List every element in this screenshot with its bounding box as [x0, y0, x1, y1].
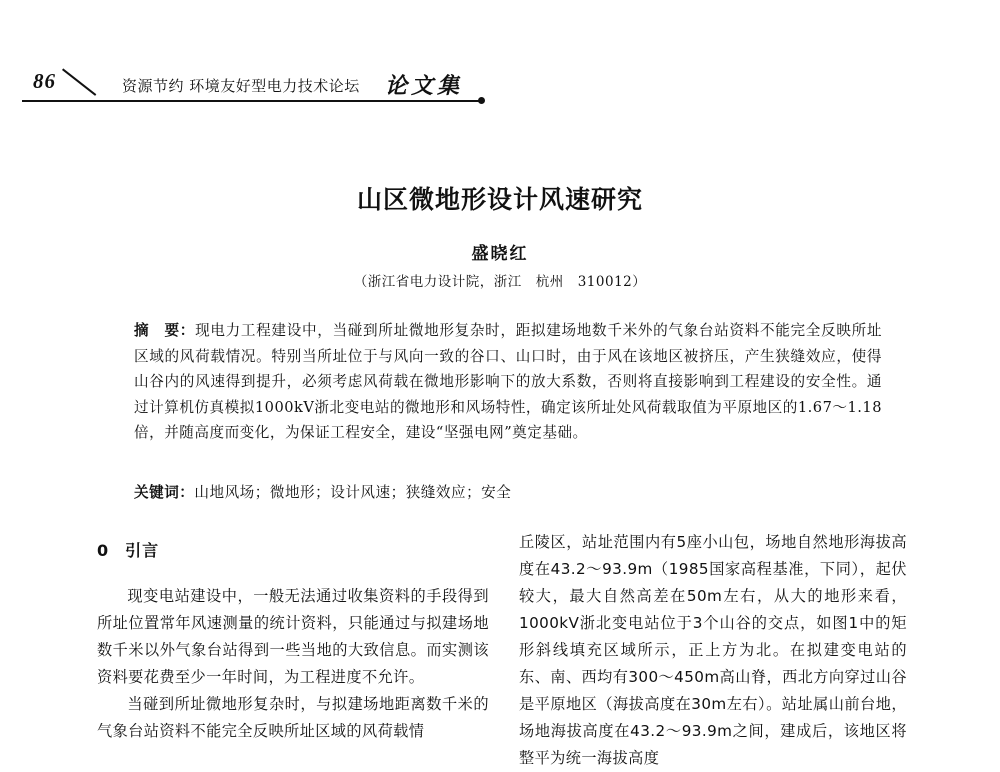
abstract-label: 摘 要： [134, 322, 196, 339]
abstract-text: 现电力工程建设中，当碰到所址微地形复杂时，距拟建场地数千米外的气象台站资料不能完全反映所址区域的风荷载情况。特别当所址位于与风向一致的谷口、山口时，由于风在该地区被挤压，产生狭缝效应，使得山谷内的风速得到提升，必须考虑风荷载在微地形影响下的放大系数，否则将直接影响到工程建设的安全性。通过计算机仿真模拟1000kV浙北变电站的微地形和风场特性，确定该所址处风荷载取值为平原地区的1.67～1.18倍，并随高度而变化，为保证工程安全，建设“坚强电网”奠定基础。 [134, 322, 882, 441]
body-right-column [519, 529, 907, 772]
section-heading [97, 538, 159, 561]
body-paragraph: 现变电站建设中，一般无法通过收集资料的手段得到所址位置常年风速测量的统计资料，只能通过与拟建场地数千米以外气象台站得到一些当地的大致信息。而实测该资料要花费至少一年时间，为工程进度不允许。 [97, 587, 489, 686]
paper-author: 盛晓红 [471, 244, 529, 264]
keywords-text: 山地风场；微地形；设计风速；狭缝效应；安全 [194, 484, 512, 501]
paper-title: 山区微地形设计风速研究 [356, 185, 643, 214]
header-rule [22, 100, 482, 102]
body-paragraph: 当碰到所址微地形复杂时，与拟建场地距离数千米的气象台站资料不能完全反映所址区域的风荷载情 [97, 695, 489, 740]
header-rule-endpoint [478, 97, 485, 104]
section-title: 引言 [125, 541, 160, 560]
header-slash-decoration [62, 68, 96, 95]
body-left-column [97, 583, 489, 745]
abstract [134, 318, 882, 446]
journal-suffix: 论文集 [385, 73, 464, 99]
journal-name: 资源节约 环境友好型电力技术论坛 [122, 77, 360, 95]
page-number: 86 [33, 69, 56, 93]
keywords [134, 481, 882, 502]
body-paragraph: 丘陵区，站址范围内有5座小山包，场地自然地形海拔高度在43.2～93.9m（1985国家高程基准，下同），起伏较大，最大自然高差在50m左右，从大的地形来看，1000kV浙北变电站位于3个山谷的交点，如图1中的矩形斜线填充区域所示，正上方为北。在拟建变电站的东、南、西均有300～450m高山脊，西北方向穿过山谷是平原地区（海拔高度在30m左右）。站址属山前台地，场地海拔高度在43.2～93.9m之间，建成后，该地区将整平为统一海拔高度 [519, 533, 907, 767]
section-number: 0 [97, 541, 110, 560]
paper-affiliation: （浙江省电力设计院，浙江 杭州 310012） [353, 274, 647, 290]
keywords-label: 关键词： [134, 484, 195, 501]
